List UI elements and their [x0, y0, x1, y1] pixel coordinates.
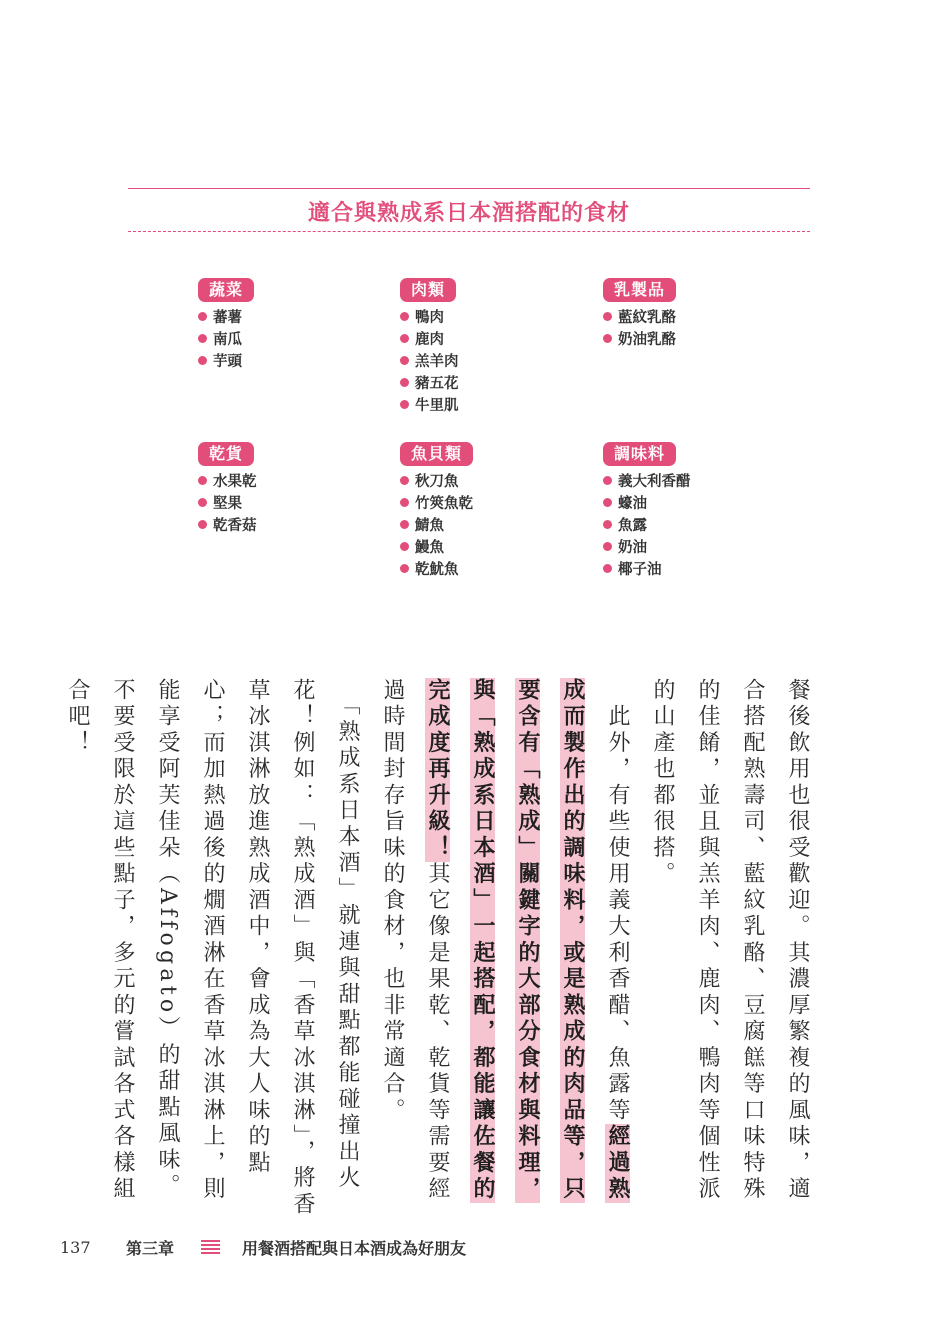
list-item: 堅果 [198, 493, 388, 515]
bullet-dot-icon [603, 312, 612, 321]
bullet-dot-icon [400, 400, 409, 409]
bullet-dot-icon [400, 520, 409, 529]
category-tag: 肉類 [400, 278, 456, 302]
category-dairy [603, 278, 793, 351]
list-item: 芋頭 [198, 351, 388, 373]
box-dashed-rule [128, 231, 810, 232]
highlighted-text: 經過熟成而製作出的調味料，或是熟成的肉品等，只要含有「熟成」關鍵字的大部分食材與料理，與「熟成系日本酒」一起搭配，都能讓佐餐的完成度再升級！ [425, 678, 630, 1203]
category-tag: 調味料 [603, 442, 676, 466]
list-item: 義大利香醋 [603, 471, 793, 493]
list-item: 牛里肌 [400, 395, 590, 417]
list-item: 秋刀魚 [400, 471, 590, 493]
list-item: 魚露 [603, 515, 793, 537]
list-item: 乾香菇 [198, 515, 388, 537]
bullet-dot-icon [400, 312, 409, 321]
bullet-dot-icon [198, 334, 207, 343]
bullet-dot-icon [400, 378, 409, 387]
list-item: 鯖魚 [400, 515, 590, 537]
bullet-dot-icon [198, 356, 207, 365]
list-item: 水果乾 [198, 471, 388, 493]
list-item: 乾魷魚 [400, 559, 590, 581]
list-item: 椰子油 [603, 559, 793, 581]
bullet-dot-icon [400, 356, 409, 365]
category-meat [400, 278, 590, 417]
bullet-dot-icon [603, 542, 612, 551]
page-number: 137 [60, 1238, 91, 1257]
paragraph-2-lead: 此外，有些使用義大利香醋、魚露等 [605, 678, 630, 1125]
bullet-dot-icon [400, 542, 409, 551]
paragraph-3: 「熟成系日本酒」就連與甜點都能碰撞出火花！例如：「熟成酒」與「香草冰淇淋」，將香草冰淇淋放進熟成酒中，會成為大人味的點心；而加熱過後的燗酒淋在香草冰淇淋上，則能享受阿芙佳朵（Affogato）的甜點風味。不要受限於這些點子，多元的嘗試各式各樣組合吧！ [65, 678, 360, 1219]
paragraph-2-tail: 其它像是果乾、乾貨等需要經過時間封存旨味的食材，也非常適合。 [380, 678, 450, 1203]
chapter-label: 第三章 [126, 1239, 175, 1258]
bullet-dot-icon [400, 498, 409, 507]
list-item: 鴨肉 [400, 307, 590, 329]
bullet-dot-icon [400, 334, 409, 343]
list-item: 羔羊肉 [400, 351, 590, 373]
list-item: 南瓜 [198, 329, 388, 351]
chapter-title: 用餐酒搭配與日本酒成為好朋友 [242, 1239, 467, 1258]
page-footer [60, 1236, 860, 1260]
category-tag: 乳製品 [603, 278, 676, 302]
bullet-dot-icon [400, 564, 409, 573]
striped-bar-icon [201, 1240, 220, 1256]
bullet-dot-icon [400, 476, 409, 485]
list-item: 鹿肉 [400, 329, 590, 351]
list-item: 竹筴魚乾 [400, 493, 590, 515]
box-top-rule [128, 188, 810, 189]
category-dried-goods [198, 442, 388, 537]
bullet-dot-icon [198, 498, 207, 507]
category-tag: 蔬菜 [198, 278, 254, 302]
category-seafood [400, 442, 590, 581]
bullet-dot-icon [603, 564, 612, 573]
bullet-dot-icon [603, 520, 612, 529]
bullet-dot-icon [603, 476, 612, 485]
paragraph-1: 餐後飲用也很受歡迎。其濃厚繁複的風味，適合搭配熟壽司、藍紋乳酪、豆腐餻等口味特殊的佳餚，並且與羔羊肉、鹿肉、鴨肉等個性派的山產也都很搭。 [650, 678, 810, 1203]
list-item: 奶油 [603, 537, 793, 559]
list-item: 蠔油 [603, 493, 793, 515]
body-text [65, 678, 820, 1223]
list-item: 藍紋乳酪 [603, 307, 793, 329]
box-title: 適合與熟成系日本酒搭配的食材 [307, 201, 630, 226]
category-tag: 魚貝類 [400, 442, 473, 466]
bullet-dot-icon [198, 312, 207, 321]
list-item: 奶油乳酪 [603, 329, 793, 351]
paragraph-2 [370, 678, 640, 1223]
list-item: 鰻魚 [400, 537, 590, 559]
category-tag: 乾貨 [198, 442, 254, 466]
list-item: 蕃薯 [198, 307, 388, 329]
bullet-dot-icon [198, 520, 207, 529]
category-vegetables [198, 278, 388, 373]
body-paragraphs [55, 678, 820, 1223]
list-item: 豬五花 [400, 373, 590, 395]
bullet-dot-icon [603, 334, 612, 343]
bullet-dot-icon [603, 498, 612, 507]
bullet-dot-icon [198, 476, 207, 485]
category-seasonings [603, 442, 793, 581]
